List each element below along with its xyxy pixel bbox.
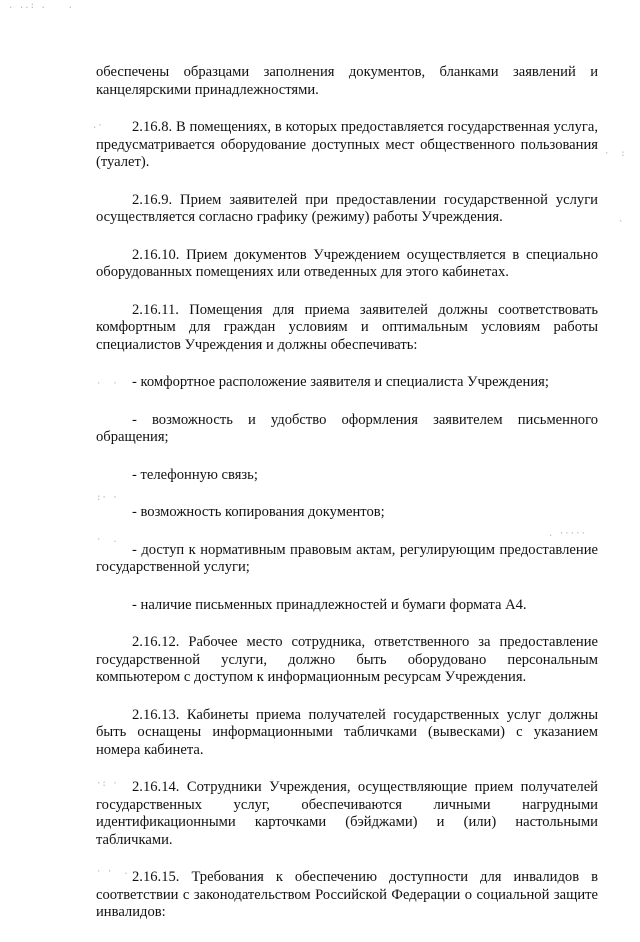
scan-speck: ·: · (96, 779, 118, 789)
paragraph-2-16-11: 2.16.11. Помещения для приема заявителей должны соответствовать комфортным для граждан условиям и оптимальным условиям работы специалистов Учреждения и должны обеспечивать: (96, 301, 598, 353)
list-item: - комфортное расположение заявителя и специалиста Учреждения; (132, 374, 549, 390)
scan-speck: :· · (96, 493, 118, 503)
scan-speck: · (618, 217, 624, 227)
scan-speck: · . (96, 535, 118, 545)
paragraph-2-16-10: 2.16.10. Прием документов Учреждением осуществляется в специально оборудованных помещениях или отведенных для этого кабинетах. (96, 246, 598, 280)
paragraph-2-16-8: 2.16.8. В помещениях, в которых предоставляется государственная услуга, предусматривается оборудование доступных мест общественного пользования (туалет). (96, 119, 598, 170)
scan-speck: · · (96, 379, 118, 389)
list-item: - возможность копирования документов; (132, 504, 385, 520)
list-item: - доступ к нормативным правовым актам, регулирующим предоставление государственной услуги; (96, 541, 598, 575)
list-item: - возможность и удобство оформления заявителем письменного обращения; (96, 411, 598, 445)
scan-speck: .· (92, 121, 103, 131)
scan-speck: · · . (96, 867, 129, 877)
scan-speck: · : (604, 149, 626, 159)
list-item: - наличие письменных принадлежностей и бумаги формата А4. (132, 596, 527, 613)
document-body (96, 64, 598, 942)
list-item: - телефонную связь; (132, 466, 258, 483)
paragraph-2-16-14: 2.16.14. Сотрудники Учреждения, осуществляющие прием получателей государственных услуг, обеспечиваются личными нагрудными идентификационными карточками (бэйджами) и (или) настольными табличками. (96, 779, 598, 848)
scan-speck: . ..: . . (8, 1, 74, 11)
paragraph-2-16-12: 2.16.12. Рабочее место сотрудника, ответственного за предоставление государственной услуги, должно быть оборудовано персональным компьютером с доступом к информационным ресурсам Учреждения. (96, 634, 598, 685)
paragraph-continuation: обеспечены образцами заполнения документов, бланками заявлений и канцелярскими принадлежностями. (96, 64, 598, 98)
paragraph-2-16-13: 2.16.13. Кабинеты приема получателей государственных услуг должны быть оснащены информационными табличками (вывесками) с указанием номера кабинета. (96, 706, 598, 758)
paragraph-2-16-15: 2.16.15. Требования к обеспечению доступности для инвалидов в соответствии с законодательством Российской Федерации о социальной защите инвалидов: (96, 869, 598, 920)
scan-speck: . ····· (548, 529, 586, 539)
paragraph-2-16-9: 2.16.9. Прием заявителей при предоставлении государственной услуги осуществляется согласно графику (режиму) работы Учреждения. (96, 191, 598, 225)
